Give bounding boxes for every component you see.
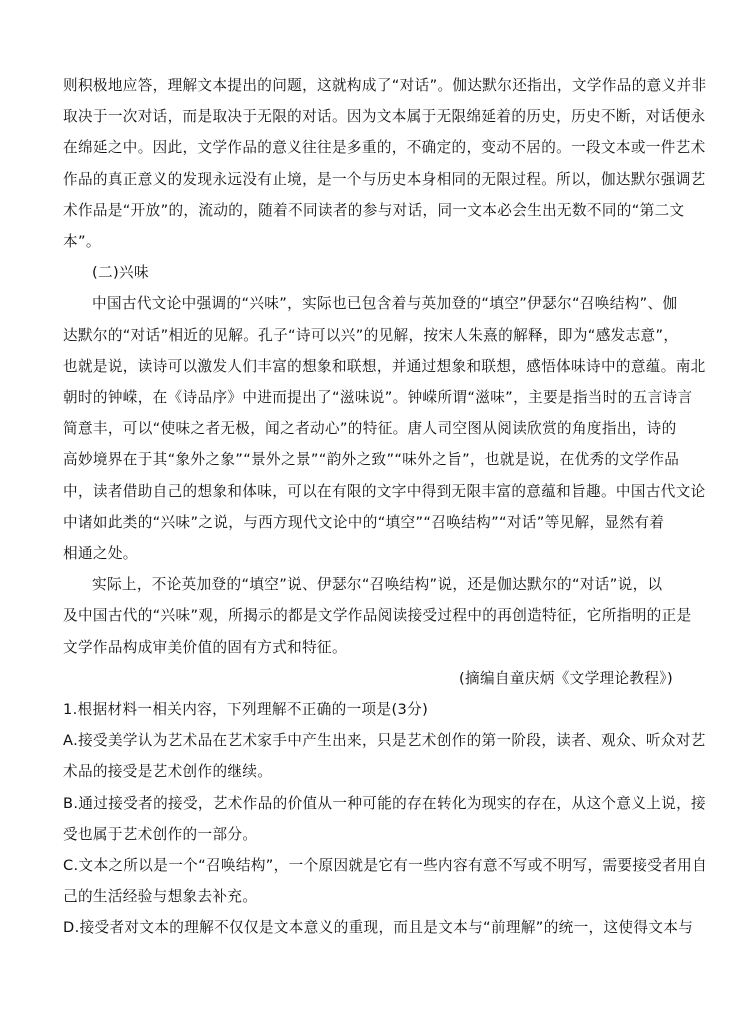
paragraph-line: 文学作品构成审美价值的固有方式和特征。: [63, 638, 347, 656]
option-d-line: D.接受者对文本的理解不仅仅是文本意义的重现，而且是文本与“前理解”的统一，这使得文本与: [63, 919, 694, 937]
option-b-line: B.通过接受者的接受，艺术作品的价值从一种可能的存在转化为现实的存在，从这个意义上说，接: [63, 794, 706, 812]
paragraph-line: 取决于一次对话，而是取决于无限的对话。因为文本属于无限绵延着的历史，历史不断，对话便永: [63, 108, 706, 126]
article-body: [63, 70, 707, 694]
paragraph-line: 高妙境界在于其“象外之象”“景外之景”“韵外之致”“味外之旨”，也就是说，在优秀的文学作品: [63, 451, 680, 469]
paragraph-line: 在绵延之中。因此，文学作品的意义往往是多重的，不确定的，变动不居的。一段文本或一件艺术: [63, 139, 706, 157]
option-b-line: 受也属于艺术创作的一部分。: [63, 825, 258, 843]
paragraph-line: 中国古代文论中强调的“兴味”，实际也已包含着与英加登的“填空”伊瑟尔“召唤结构”、伽: [92, 295, 678, 313]
paragraph-line: 术作品是“开放”的，流动的，随着不同读者的参与对话，同一文本必会生出无数不同的“第二文: [63, 201, 685, 219]
paragraph-line: 实际上，不论英加登的“填空”说、伊瑟尔“召唤结构”说，还是伽达默尔的“对话”说，以: [92, 576, 663, 594]
source-citation: (摘编自童庆炳《文学理论教程》): [458, 669, 673, 687]
option-a-line: A.接受美学认为艺术品在艺术家手中产生出来，只是艺术创作的第一阶段，读者、观众、听众对艺: [63, 732, 706, 750]
paragraph-line: 朝时的钟嵘，在《诗品序》中进而提出了“滋味说”。钟嵘所谓“滋味”，主要是指当时的五言诗言: [63, 389, 693, 407]
question-stem: 1.根据材料一相关内容，下列理解不正确的一项是(3分): [63, 701, 429, 719]
option-c-line: 己的生活经验与想象去补充。: [63, 888, 258, 906]
paragraph-line: 及中国古代的“兴味”观，所揭示的都是文学作品阅读接受过程中的再创造特征，它所指明的正是: [63, 607, 692, 625]
paragraph-line: 中，读者借助自己的想象和体味，可以在有限的文字中得到无限丰富的意蕴和旨趣。中国古代文论: [63, 482, 706, 500]
paragraph-line: 作品的真正意义的发现永远没有止境，是一个与历史本身相同的无限过程。所以，伽达默尔强调艺: [63, 170, 706, 188]
option-a-line: 术品的接受是艺术创作的继续。: [63, 763, 273, 781]
document-page: [63, 70, 708, 944]
paragraph-line: 则积极地应答，理解文本提出的问题，这就构成了“对话”。伽达默尔还指出，文学作品的意义并非: [63, 77, 707, 94]
paragraph-line: 简意丰，可以“使味之者无极，闻之者动心”的特征。唐人司空图从阅读欣赏的角度指出，诗的: [63, 420, 677, 438]
paragraph-line: 本”。: [63, 233, 101, 251]
option-c-line: C.文本之所以是一个“召唤结构”，一个原因就是它有一些内容有意不写或不明写，需要接受者用自: [63, 857, 708, 875]
paragraph-line: 也就是说，读诗可以激发人们丰富的想象和联想，并通过想象和联想，感悟体味诗中的意蕴。南北: [63, 357, 706, 375]
paragraph-line: 相通之处。: [63, 545, 138, 563]
paragraph-line: 达默尔的“对话”相近的见解。孔子“诗可以兴”的见解，按宋人朱熹的解释，即为“感发志意”，: [63, 326, 679, 344]
section-heading: (二)兴味: [92, 264, 149, 282]
question-block: [63, 694, 708, 944]
paragraph-line: 中诸如此类的“兴味”之说，与西方现代文论中的“填空”“召唤结构”“对话”等见解，显然有着: [63, 513, 665, 531]
